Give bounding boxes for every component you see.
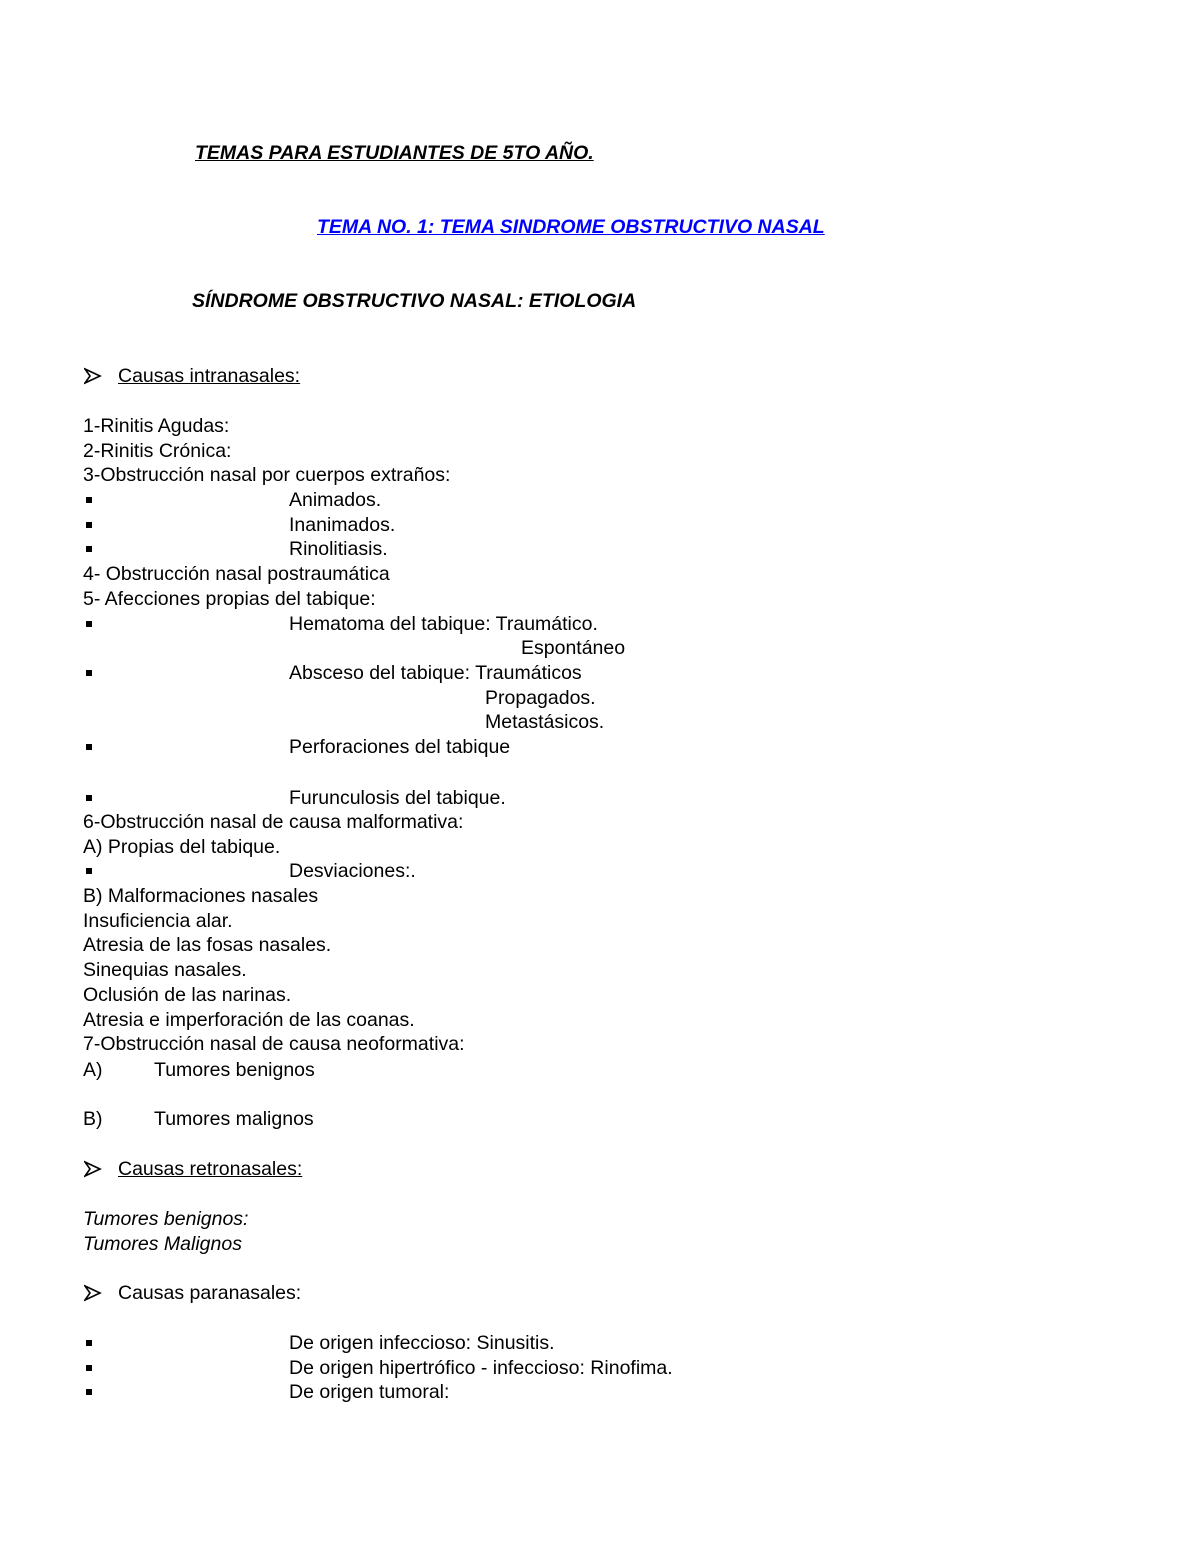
list-item: Absceso del tabique: Traumáticos: [289, 662, 582, 684]
list-item: De origen infeccioso: Sinusitis.: [289, 1332, 555, 1354]
square-bullet-icon: [86, 670, 92, 676]
square-bullet-icon: [86, 795, 92, 801]
square-bullet-icon: [86, 1365, 92, 1371]
list-item-label: B): [83, 1108, 103, 1130]
list-item: Rinolitiasis.: [289, 538, 388, 560]
square-bullet-icon: [86, 497, 92, 503]
list-item: 4- Obstrucción nasal postraumática: [83, 563, 390, 585]
retronasal-heading: Causas retronasales:: [118, 1158, 303, 1180]
arrow-bullet-icon: [84, 367, 102, 385]
arrow-bullet-icon: [84, 1160, 102, 1178]
arrow-bullet-icon: [84, 1284, 102, 1302]
tema-link[interactable]: TEMA NO. 1: TEMA SINDROME OBSTRUCTIVO NASAL: [317, 216, 825, 238]
list-item: 3-Obstrucción nasal por cuerpos extraños:: [83, 464, 451, 486]
list-item: Tumores benignos:: [83, 1208, 249, 1230]
list-item: Perforaciones del tabique: [289, 736, 511, 758]
list-item: Propagados.: [485, 687, 596, 709]
list-item: Metastásicos.: [485, 711, 605, 733]
list-item: De origen hipertrófico - infeccioso: Rinofima.: [289, 1357, 673, 1379]
list-item: Sinequias nasales.: [83, 959, 247, 981]
list-item: Insuficiencia alar.: [83, 910, 233, 932]
document-title: TEMAS PARA ESTUDIANTES DE 5TO AÑO.: [195, 142, 594, 164]
list-item: Tumores malignos: [154, 1108, 314, 1130]
square-bullet-icon: [86, 621, 92, 627]
list-item: Atresia de las fosas nasales.: [83, 934, 332, 956]
list-item: Animados.: [289, 489, 382, 511]
list-item: 5- Afecciones propias del tabique:: [83, 588, 376, 610]
list-item: Inanimados.: [289, 514, 396, 536]
square-bullet-icon: [86, 1389, 92, 1395]
intranasal-heading: Causas intranasales:: [118, 365, 301, 387]
square-bullet-icon: [86, 522, 92, 528]
list-item: Tumores benignos: [154, 1059, 315, 1081]
list-item: Tumores Malignos: [83, 1233, 242, 1255]
list-item: 6-Obstrucción nasal de causa malformativa:: [83, 811, 464, 833]
list-item: Oclusión de las narinas.: [83, 984, 292, 1006]
list-item: 7-Obstrucción nasal de causa neoformativa:: [83, 1033, 465, 1055]
square-bullet-icon: [86, 868, 92, 874]
list-item: Desviaciones:.: [289, 860, 416, 882]
list-item: 1-Rinitis Agudas:: [83, 415, 230, 437]
list-item: A) Propias del tabique.: [83, 836, 281, 858]
square-bullet-icon: [86, 1340, 92, 1346]
list-item: Atresia e imperforación de las coanas.: [83, 1009, 415, 1031]
list-item: 2-Rinitis Crónica:: [83, 440, 232, 462]
paranasal-heading: Causas paranasales:: [118, 1282, 302, 1304]
section-heading: SÍNDROME OBSTRUCTIVO NASAL: ETIOLOGIA: [192, 290, 637, 312]
square-bullet-icon: [86, 744, 92, 750]
list-item: De origen tumoral:: [289, 1381, 450, 1403]
list-item: Espontáneo: [521, 637, 626, 659]
list-item-label: A): [83, 1059, 103, 1081]
list-item: Hematoma del tabique: Traumático.: [289, 613, 598, 635]
list-item: Furunculosis del tabique.: [289, 787, 506, 809]
list-item: B) Malformaciones nasales: [83, 885, 319, 907]
square-bullet-icon: [86, 546, 92, 552]
